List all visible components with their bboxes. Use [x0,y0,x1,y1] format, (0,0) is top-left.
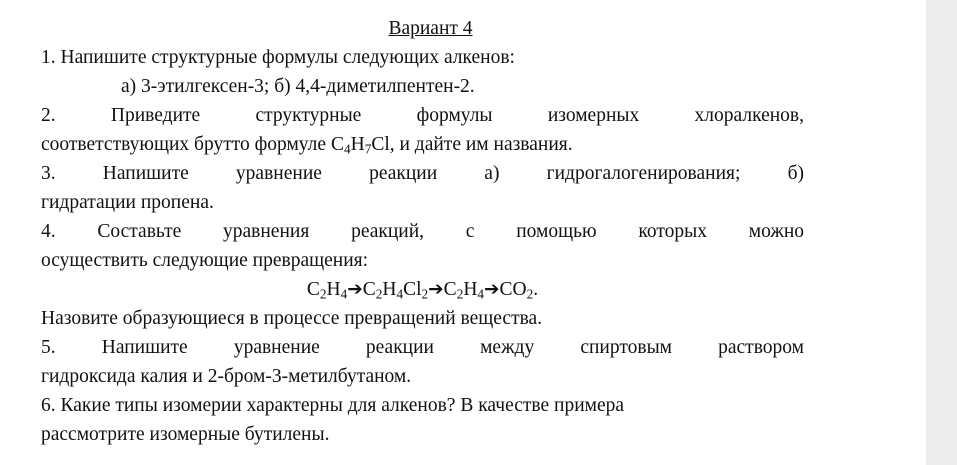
scheme-sub: 2 [421,286,429,302]
scheme-c: С [306,279,320,300]
worksheet [41,14,804,449]
arrow-icon: ➔ [347,279,363,300]
q6-line2: рассмотрите изомерные бутилены. [41,424,330,445]
reaction-scheme [41,275,804,304]
scheme-h: Н [463,279,478,300]
scheme-sub: 4 [396,286,404,302]
scheme-h: Н [382,279,397,300]
scheme-c: С [362,279,376,300]
q2-h: Н [350,134,365,155]
q5-line1: 5. Напишите уравнение реакции между спиртовым раствором [41,337,804,358]
q5-line2: гидроксида калия и 2-бром-3-метилбутаном. [41,366,412,387]
q3-line2: гидратации пропена. [41,192,214,213]
q1-line1: 1. Напишите структурные формулы следующих алкенов: [41,47,515,68]
q2-sub-7: 7 [364,141,372,157]
scheme-sub: 2 [526,286,534,302]
variant-title: Вариант 4 [388,18,473,39]
q2-line2-post: Cl, и дайте им названия. [371,134,573,155]
q4-line4: Назовите образующиеся в процессе превращений вещества. [41,308,543,329]
q6-line1: 6. Какие типы изомерии характерны для алкенов? В качестве примера [41,395,625,416]
scheme-co: СО [499,279,527,300]
q2-sub-4: 4 [343,141,351,157]
scheme-sub: 4 [340,286,348,302]
q2-line2 [41,130,804,159]
scheme-cl: Cl [403,279,422,300]
scheme-h: Н [326,279,341,300]
q2-line2-pre: соответствующих брутто формуле С [41,134,344,155]
side-panel [926,0,957,465]
scheme-sub: 2 [456,286,464,302]
scheme-sub: 2 [319,286,327,302]
scheme-sub: 4 [477,286,485,302]
q4-line2: осуществить следующие превращения: [41,250,369,271]
q3-line1: 3. Напишите уравнение реакции а) гидрогалогенирования; б) [41,163,804,184]
q4-line1: 4. Составьте уравнения реакций, с помощью которых можно [41,221,804,242]
q2-line1: 2. Приведите структурные формулы изомерных хлоралкенов, [41,105,804,126]
q1-line2: а) 3-этилгексен-3; б) 4,4-диметилпентен-2. [121,76,475,97]
arrow-icon: ➔ [428,279,444,300]
scheme-c: С [443,279,457,300]
arrow-icon: ➔ [484,279,500,300]
scheme-sub: 2 [375,286,383,302]
scheme-dot: . [533,279,539,300]
